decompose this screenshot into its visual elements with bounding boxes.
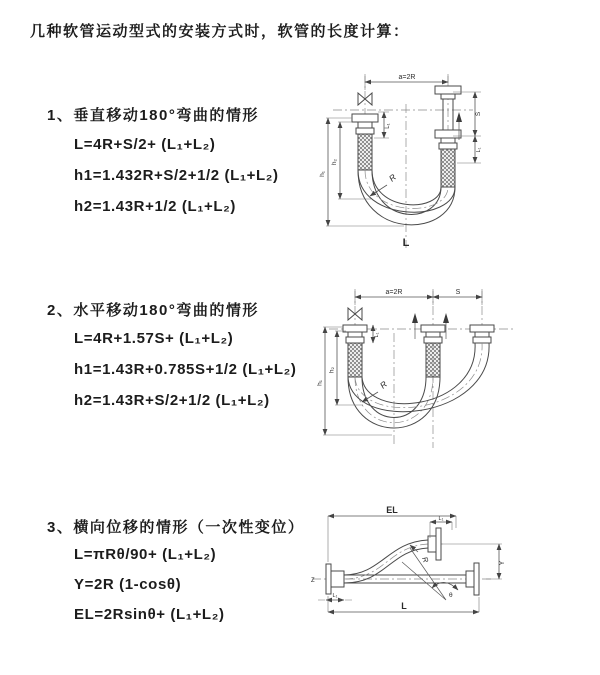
leg2-braid-section [426, 343, 440, 377]
left-flange [326, 564, 331, 594]
fitting-left-dimension-label: L₁ [332, 593, 338, 599]
section-3-formula-y: Y=2R (1-cosθ) [74, 576, 182, 593]
u2-centerline-arc [355, 343, 482, 408]
leg2-ferrule [424, 337, 442, 343]
length-label: L [402, 237, 410, 249]
radius-label: R [386, 171, 398, 184]
fitting-dimension-label: L₁ [385, 123, 391, 129]
span-dimension-label: a=2R [398, 74, 416, 81]
section-2-formula-h1: h1=1.43R+0.785S+1/2 (L₁+L₂) [74, 361, 297, 378]
right-nipple [441, 94, 455, 99]
left-braid-section [358, 134, 372, 170]
h2-dimension-label: h₂ [331, 158, 338, 166]
section-2-formula-l: L=4R+1.57S+ (L₁+L₂) [74, 330, 234, 347]
right-ferrule [439, 143, 457, 149]
left-union-nut [352, 114, 378, 122]
section-3-formula-l: L=πRθ/90+ (L₁+L₂) [74, 546, 217, 563]
travel-arrow-icon [456, 112, 462, 122]
hose-scurve-upper-wall [344, 540, 428, 575]
span-dimension-label: a=2R [385, 289, 403, 296]
section-1-formula-h2: h2=1.43R+1/2 (L₁+L₂) [74, 198, 237, 215]
leg3-nipple [475, 332, 489, 337]
angle-arc [432, 582, 458, 590]
s-dimension-label: S [475, 111, 482, 117]
top-extension-lines [355, 291, 482, 305]
y-dimension-label: Y [499, 560, 506, 566]
section-3-formula-el: EL=2Rsinθ+ (L₁+L₂) [74, 606, 225, 623]
leg1-braid-section [348, 343, 362, 377]
travel-arrow-right-icon [443, 313, 449, 323]
u2-inner-wall [362, 343, 475, 404]
section-1-formula-l: L=4R+S/2+ (L₁+L₂) [74, 136, 216, 153]
lower-right-flange [474, 563, 479, 595]
fitting-right-dimension-label: L₁ [438, 516, 444, 522]
section-2-formula-h2: h2=1.43R+S/2+1/2 (L₁+L₂) [74, 392, 270, 409]
left-hub [331, 571, 344, 587]
section-3-heading: 3、横向位移的情形（一次性变位） [47, 519, 305, 536]
l-dimension-label: L [401, 601, 407, 611]
hose-inner-wall-retracted [372, 170, 441, 205]
travel-arrow-left-icon [412, 313, 418, 323]
section-1-formula-h1: h1=1.432R+S/2+1/2 (L₁+L₂) [74, 167, 279, 184]
hose-inner-wall-extended [372, 170, 441, 214]
u2-outer-wall [348, 343, 489, 412]
h1-dimension-label: h₁ [316, 380, 324, 386]
radius-label: R [377, 378, 389, 391]
radius-label: R [420, 555, 431, 564]
h1-dimension-label: h₁ [319, 171, 326, 177]
h2-dimension-label: h₂ [328, 366, 336, 374]
diagram-vertical-180-bend [313, 68, 583, 255]
section-2-heading: 2、水平移动180°弯曲的情形 [47, 302, 259, 319]
leg2-union-nut [421, 325, 445, 332]
right-braid-section [441, 149, 455, 187]
datum-label: Z [311, 578, 315, 584]
el-dimension-label: EL [386, 505, 398, 515]
left-ferrule [356, 128, 374, 134]
right-union-nut [435, 86, 461, 94]
diagram-lateral-displacement [306, 500, 596, 645]
diagram-horizontal-180-bend [315, 283, 587, 453]
angle-label: θ [449, 592, 453, 599]
leg1-nipple [348, 332, 362, 337]
upper-right-flange [436, 528, 441, 560]
right-lower-nipple [441, 138, 455, 143]
fitting-right-dimension-label: L₁ [476, 147, 482, 153]
leg1-union-nut [343, 325, 367, 332]
fitting-dimension-label: L₁ [374, 332, 380, 338]
upper-right-hub [428, 536, 436, 552]
left-nipple [358, 122, 372, 128]
section-1-heading: 1、垂直移动180°弯曲的情形 [47, 107, 259, 124]
leg2-nipple [426, 332, 440, 337]
leg1-ferrule [346, 337, 364, 343]
radius-leader-line [370, 185, 387, 196]
travel-dimension-label: S [455, 289, 461, 296]
leg3-ferrule [473, 337, 491, 343]
lower-right-hub [466, 571, 474, 587]
page-title: 几种软管运动型式的安装方式时，软管的长度计算： [30, 23, 410, 40]
leg3-union-nut [470, 325, 494, 332]
right-lower-nut [435, 130, 461, 138]
